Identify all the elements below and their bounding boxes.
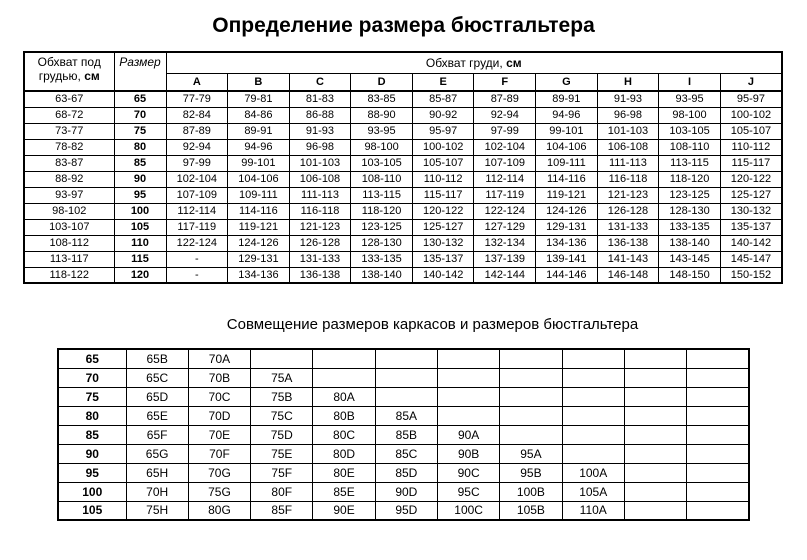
table-cell: 136-138 (289, 267, 351, 283)
table-cell: 114-116 (536, 171, 598, 187)
table-cell (437, 368, 499, 387)
cup-column-J: J (720, 73, 782, 91)
table-row (58, 501, 749, 520)
table-cell: 148-150 (659, 267, 721, 283)
table-cell: 106-108 (597, 139, 659, 155)
table-cell: 144-146 (536, 267, 598, 283)
table-cell: 87-89 (166, 123, 228, 139)
table-cell: 134-136 (228, 267, 290, 283)
table-cell (313, 349, 375, 368)
matching-table-title: Совмещение размеров каркасов и размеров бюстгальтера (226, 316, 639, 333)
table-cell: 80G (188, 501, 250, 520)
table-cell: 117-119 (166, 219, 228, 235)
table-cell: 131-133 (597, 219, 659, 235)
cup-column-I: I (659, 73, 721, 91)
table-cell: 107-109 (474, 155, 536, 171)
table-cell: 75D (251, 425, 313, 444)
table-cell: 110-112 (412, 171, 474, 187)
table-cell: 87-89 (474, 91, 536, 107)
underbust-column-header (24, 52, 114, 91)
table-cell: 95D (375, 501, 437, 520)
table-cell: 85D (375, 463, 437, 482)
table-cell: 118-122 (24, 267, 114, 283)
table-cell (500, 406, 562, 425)
table-cell: 139-141 (536, 251, 598, 267)
table-cell: 78-82 (24, 139, 114, 155)
table-cell: 120 (114, 267, 166, 283)
table-cell: 150-152 (720, 267, 782, 283)
table-row (58, 444, 749, 463)
table-cell: 100 (58, 482, 126, 501)
table-cell: 89-91 (228, 123, 290, 139)
table-cell: 70H (126, 482, 188, 501)
table-cell: 108-110 (351, 171, 413, 187)
table-cell: 104-106 (536, 139, 598, 155)
table-cell (687, 501, 749, 520)
table-cell (500, 349, 562, 368)
table-cell: 100A (562, 463, 624, 482)
table-cell: 83-85 (351, 91, 413, 107)
table-cell: 95A (500, 444, 562, 463)
table-row (58, 349, 749, 368)
table-cell: 88-90 (351, 107, 413, 123)
table-cell: 138-140 (659, 235, 721, 251)
table-cell: 85 (114, 155, 166, 171)
table-cell (624, 463, 686, 482)
table-cell: 119-121 (536, 187, 598, 203)
bust-label: Обхват груди, (425, 55, 503, 70)
table-cell: 131-133 (289, 251, 351, 267)
table-cell: 65G (126, 444, 188, 463)
table-cell: 126-128 (597, 203, 659, 219)
cup-column-A: A (166, 73, 228, 91)
table-cell: 90D (375, 482, 437, 501)
bust-group-header (166, 52, 782, 73)
size-table-body (24, 91, 782, 283)
table-cell: 68-72 (24, 107, 114, 123)
table-cell: 105B (500, 501, 562, 520)
table-cell: 95-97 (720, 91, 782, 107)
table-cell (624, 368, 686, 387)
table-row (24, 155, 782, 171)
table-cell: 85E (313, 482, 375, 501)
table-cell: 70E (188, 425, 250, 444)
table-cell: 91-93 (289, 123, 351, 139)
table-row (24, 187, 782, 203)
table-cell: 110A (562, 501, 624, 520)
table-cell: 90E (313, 501, 375, 520)
table-cell: 103-105 (351, 155, 413, 171)
table-cell: 102-104 (166, 171, 228, 187)
table-cell: 121-123 (597, 187, 659, 203)
table-cell (437, 387, 499, 406)
table-cell: 120-122 (720, 171, 782, 187)
table-row (58, 482, 749, 501)
table-cell: 121-123 (289, 219, 351, 235)
table-cell: 122-124 (166, 235, 228, 251)
table-cell: 109-111 (228, 187, 290, 203)
table-cell (687, 387, 749, 406)
table-cell: 135-137 (720, 219, 782, 235)
table-cell: 92-94 (166, 139, 228, 155)
table-cell: 95-97 (412, 123, 474, 139)
table-cell (687, 463, 749, 482)
table-row (24, 171, 782, 187)
table-cell: 100B (500, 482, 562, 501)
table-cell: 104-106 (228, 171, 290, 187)
table-cell (500, 425, 562, 444)
table-cell: 113-115 (659, 155, 721, 171)
table-cell: 105-107 (720, 123, 782, 139)
table-row (24, 251, 782, 267)
table-cell (624, 406, 686, 425)
table-cell: 92-94 (474, 107, 536, 123)
table-cell: 113-117 (24, 251, 114, 267)
table-cell: 106-108 (289, 171, 351, 187)
table-cell: 70A (188, 349, 250, 368)
table-cell (437, 349, 499, 368)
table-cell: - (166, 251, 228, 267)
table-cell: 101-103 (289, 155, 351, 171)
table-cell: 90 (114, 171, 166, 187)
table-row (24, 267, 782, 283)
table-cell: 100-102 (720, 107, 782, 123)
table-cell: 141-143 (597, 251, 659, 267)
table-cell: 75G (188, 482, 250, 501)
table-row (58, 368, 749, 387)
table-cell: 99-101 (536, 123, 598, 139)
table-cell: 134-136 (536, 235, 598, 251)
table-cell (687, 349, 749, 368)
table-cell: 140-142 (720, 235, 782, 251)
table-cell: 101-103 (597, 123, 659, 139)
cup-column-D: D (351, 73, 413, 91)
table-cell: 95 (114, 187, 166, 203)
table-cell: 70F (188, 444, 250, 463)
table-cell: 105-107 (412, 155, 474, 171)
table-cell: 80 (58, 406, 126, 425)
table-cell (562, 368, 624, 387)
table-cell: 95 (58, 463, 126, 482)
table-cell: 75C (251, 406, 313, 425)
table-cell: 80A (313, 387, 375, 406)
table-cell: 146-148 (597, 267, 659, 283)
table-cell: 138-140 (351, 267, 413, 283)
table-cell (687, 444, 749, 463)
table-cell: 112-114 (474, 171, 536, 187)
table-cell: 115-117 (412, 187, 474, 203)
bra-size-table (23, 51, 783, 284)
cup-column-C: C (289, 73, 351, 91)
table-cell: 80 (114, 139, 166, 155)
table-cell (562, 425, 624, 444)
table-cell: 89-91 (536, 91, 598, 107)
table-cell: 63-67 (24, 91, 114, 107)
table-cell: 85A (375, 406, 437, 425)
table-cell: 75F (251, 463, 313, 482)
table-cell: 116-118 (289, 203, 351, 219)
table-cell: 117-119 (474, 187, 536, 203)
table-cell (562, 387, 624, 406)
table-cell: 98-100 (659, 107, 721, 123)
cup-column-G: G (536, 73, 598, 91)
underbust-unit: см (84, 69, 100, 83)
table-row (58, 406, 749, 425)
table-cell: 109-111 (536, 155, 598, 171)
table-cell: 108-110 (659, 139, 721, 155)
table-cell: 118-120 (659, 171, 721, 187)
table-cell (624, 444, 686, 463)
table-cell: 85C (375, 444, 437, 463)
table-cell: 81-83 (289, 91, 351, 107)
table-cell: 108-112 (24, 235, 114, 251)
table-cell (687, 406, 749, 425)
size-column-header: Размер (114, 52, 166, 91)
table-cell: 118-120 (351, 203, 413, 219)
table-cell: 135-137 (412, 251, 474, 267)
table-cell: 70D (188, 406, 250, 425)
table-cell: 88-92 (24, 171, 114, 187)
table-cell: 100-102 (412, 139, 474, 155)
table-cell: 96-98 (597, 107, 659, 123)
table-cell (500, 387, 562, 406)
table-cell: 65 (114, 91, 166, 107)
table-cell: 65E (126, 406, 188, 425)
table-cell: 129-131 (536, 219, 598, 235)
table-cell: 84-86 (228, 107, 290, 123)
table-cell: 122-124 (474, 203, 536, 219)
table-cell: 65 (58, 349, 126, 368)
table-cell: 125-127 (412, 219, 474, 235)
table-cell: 65B (126, 349, 188, 368)
table-cell: 75B (251, 387, 313, 406)
table-cell: 100C (437, 501, 499, 520)
table-cell: 75H (126, 501, 188, 520)
table-cell: 70 (58, 368, 126, 387)
table-cell: 70C (188, 387, 250, 406)
table-cell: 80F (251, 482, 313, 501)
table-cell: 75A (251, 368, 313, 387)
table-cell: 96-98 (289, 139, 351, 155)
table-row (24, 203, 782, 219)
table-cell (375, 387, 437, 406)
table-row (24, 219, 782, 235)
table-cell: 132-134 (474, 235, 536, 251)
table-row (58, 425, 749, 444)
table-cell: 97-99 (166, 155, 228, 171)
table-cell: 83-87 (24, 155, 114, 171)
table-cell: 100 (114, 203, 166, 219)
table-cell: 127-129 (474, 219, 536, 235)
table-cell: 85F (251, 501, 313, 520)
table-cell (687, 368, 749, 387)
table-row (24, 91, 782, 107)
table-cell (687, 482, 749, 501)
table-cell: 98-102 (24, 203, 114, 219)
table-cell: 133-135 (659, 219, 721, 235)
page-title: Определение размера бюстгальтера (212, 14, 595, 37)
table-cell: 115 (114, 251, 166, 267)
table-cell: 105A (562, 482, 624, 501)
table-cell: 75 (114, 123, 166, 139)
table-cell: 94-96 (228, 139, 290, 155)
table-cell: 91-93 (597, 91, 659, 107)
table-cell: 110-112 (720, 139, 782, 155)
table-cell: 105 (58, 501, 126, 520)
table-cell (500, 368, 562, 387)
table-cell: 113-115 (351, 187, 413, 203)
table-cell: 65F (126, 425, 188, 444)
table-cell: 65H (126, 463, 188, 482)
table-cell: 98-100 (351, 139, 413, 155)
table-cell: 103-105 (659, 123, 721, 139)
table-cell (687, 425, 749, 444)
table-cell: 90-92 (412, 107, 474, 123)
table-cell: 124-126 (228, 235, 290, 251)
table-cell: 95C (437, 482, 499, 501)
bust-unit: см (506, 55, 522, 70)
size-table-header-row-1 (24, 52, 782, 73)
table-cell (624, 387, 686, 406)
table-cell: 111-113 (597, 155, 659, 171)
table-cell: 133-135 (351, 251, 413, 267)
table-cell: 77-79 (166, 91, 228, 107)
table-row (58, 387, 749, 406)
table-cell: 80D (313, 444, 375, 463)
table-cell: 95B (500, 463, 562, 482)
table-cell: 103-107 (24, 219, 114, 235)
table-cell: 93-95 (351, 123, 413, 139)
table-cell: 102-104 (474, 139, 536, 155)
table-cell (562, 349, 624, 368)
table-cell: 70B (188, 368, 250, 387)
table-row (24, 235, 782, 251)
table-cell: 116-118 (597, 171, 659, 187)
table-cell (624, 425, 686, 444)
table-cell: 124-126 (536, 203, 598, 219)
table-row (24, 107, 782, 123)
table-cell: 137-139 (474, 251, 536, 267)
table-cell (375, 368, 437, 387)
table-cell: 93-95 (659, 91, 721, 107)
cup-column-B: B (228, 73, 290, 91)
table-cell: 73-77 (24, 123, 114, 139)
table-cell: 90C (437, 463, 499, 482)
table-cell: 107-109 (166, 187, 228, 203)
cup-matching-table (57, 348, 750, 521)
table-cell: 75 (58, 387, 126, 406)
cup-column-H: H (597, 73, 659, 91)
cup-column-E: E (412, 73, 474, 91)
table-cell (313, 368, 375, 387)
table-cell: 130-132 (412, 235, 474, 251)
table-cell: 123-125 (351, 219, 413, 235)
table-cell: 82-84 (166, 107, 228, 123)
table-cell: 115-117 (720, 155, 782, 171)
cup-column-F: F (474, 73, 536, 91)
table-cell: 90 (58, 444, 126, 463)
table-cell (562, 406, 624, 425)
table-cell: 145-147 (720, 251, 782, 267)
table-cell: 80B (313, 406, 375, 425)
table-cell: 65D (126, 387, 188, 406)
table-cell: 143-145 (659, 251, 721, 267)
table-cell: 142-144 (474, 267, 536, 283)
table-cell: 99-101 (228, 155, 290, 171)
table-row (58, 463, 749, 482)
table-cell (624, 349, 686, 368)
table-cell: 79-81 (228, 91, 290, 107)
table-cell (375, 349, 437, 368)
table-cell (624, 482, 686, 501)
table-row (24, 139, 782, 155)
table-cell (437, 406, 499, 425)
table-cell: 123-125 (659, 187, 721, 203)
table-cell: 128-130 (659, 203, 721, 219)
table-cell: 70 (114, 107, 166, 123)
underbust-label: Обхват под грудью, (37, 55, 101, 83)
table-cell: 140-142 (412, 267, 474, 283)
table-cell: 85 (58, 425, 126, 444)
table-cell (624, 501, 686, 520)
table-cell: 86-88 (289, 107, 351, 123)
table-cell: 80E (313, 463, 375, 482)
table-cell: 93-97 (24, 187, 114, 203)
matching-table-body (58, 349, 749, 520)
table-cell: - (166, 267, 228, 283)
table-cell: 129-131 (228, 251, 290, 267)
table-cell: 125-127 (720, 187, 782, 203)
table-cell: 70G (188, 463, 250, 482)
table-cell: 90B (437, 444, 499, 463)
table-cell: 90A (437, 425, 499, 444)
table-cell: 65C (126, 368, 188, 387)
table-cell: 97-99 (474, 123, 536, 139)
table-cell: 136-138 (597, 235, 659, 251)
table-cell: 75E (251, 444, 313, 463)
table-cell: 111-113 (289, 187, 351, 203)
table-cell (562, 444, 624, 463)
table-cell: 94-96 (536, 107, 598, 123)
table-cell: 114-116 (228, 203, 290, 219)
table-row (24, 123, 782, 139)
table-cell: 110 (114, 235, 166, 251)
table-cell: 80C (313, 425, 375, 444)
table-cell: 85-87 (412, 91, 474, 107)
table-cell: 85B (375, 425, 437, 444)
table-cell: 130-132 (720, 203, 782, 219)
table-cell: 126-128 (289, 235, 351, 251)
table-cell: 120-122 (412, 203, 474, 219)
table-cell: 112-114 (166, 203, 228, 219)
table-cell: 105 (114, 219, 166, 235)
table-cell: 128-130 (351, 235, 413, 251)
table-cell (251, 349, 313, 368)
table-cell: 119-121 (228, 219, 290, 235)
